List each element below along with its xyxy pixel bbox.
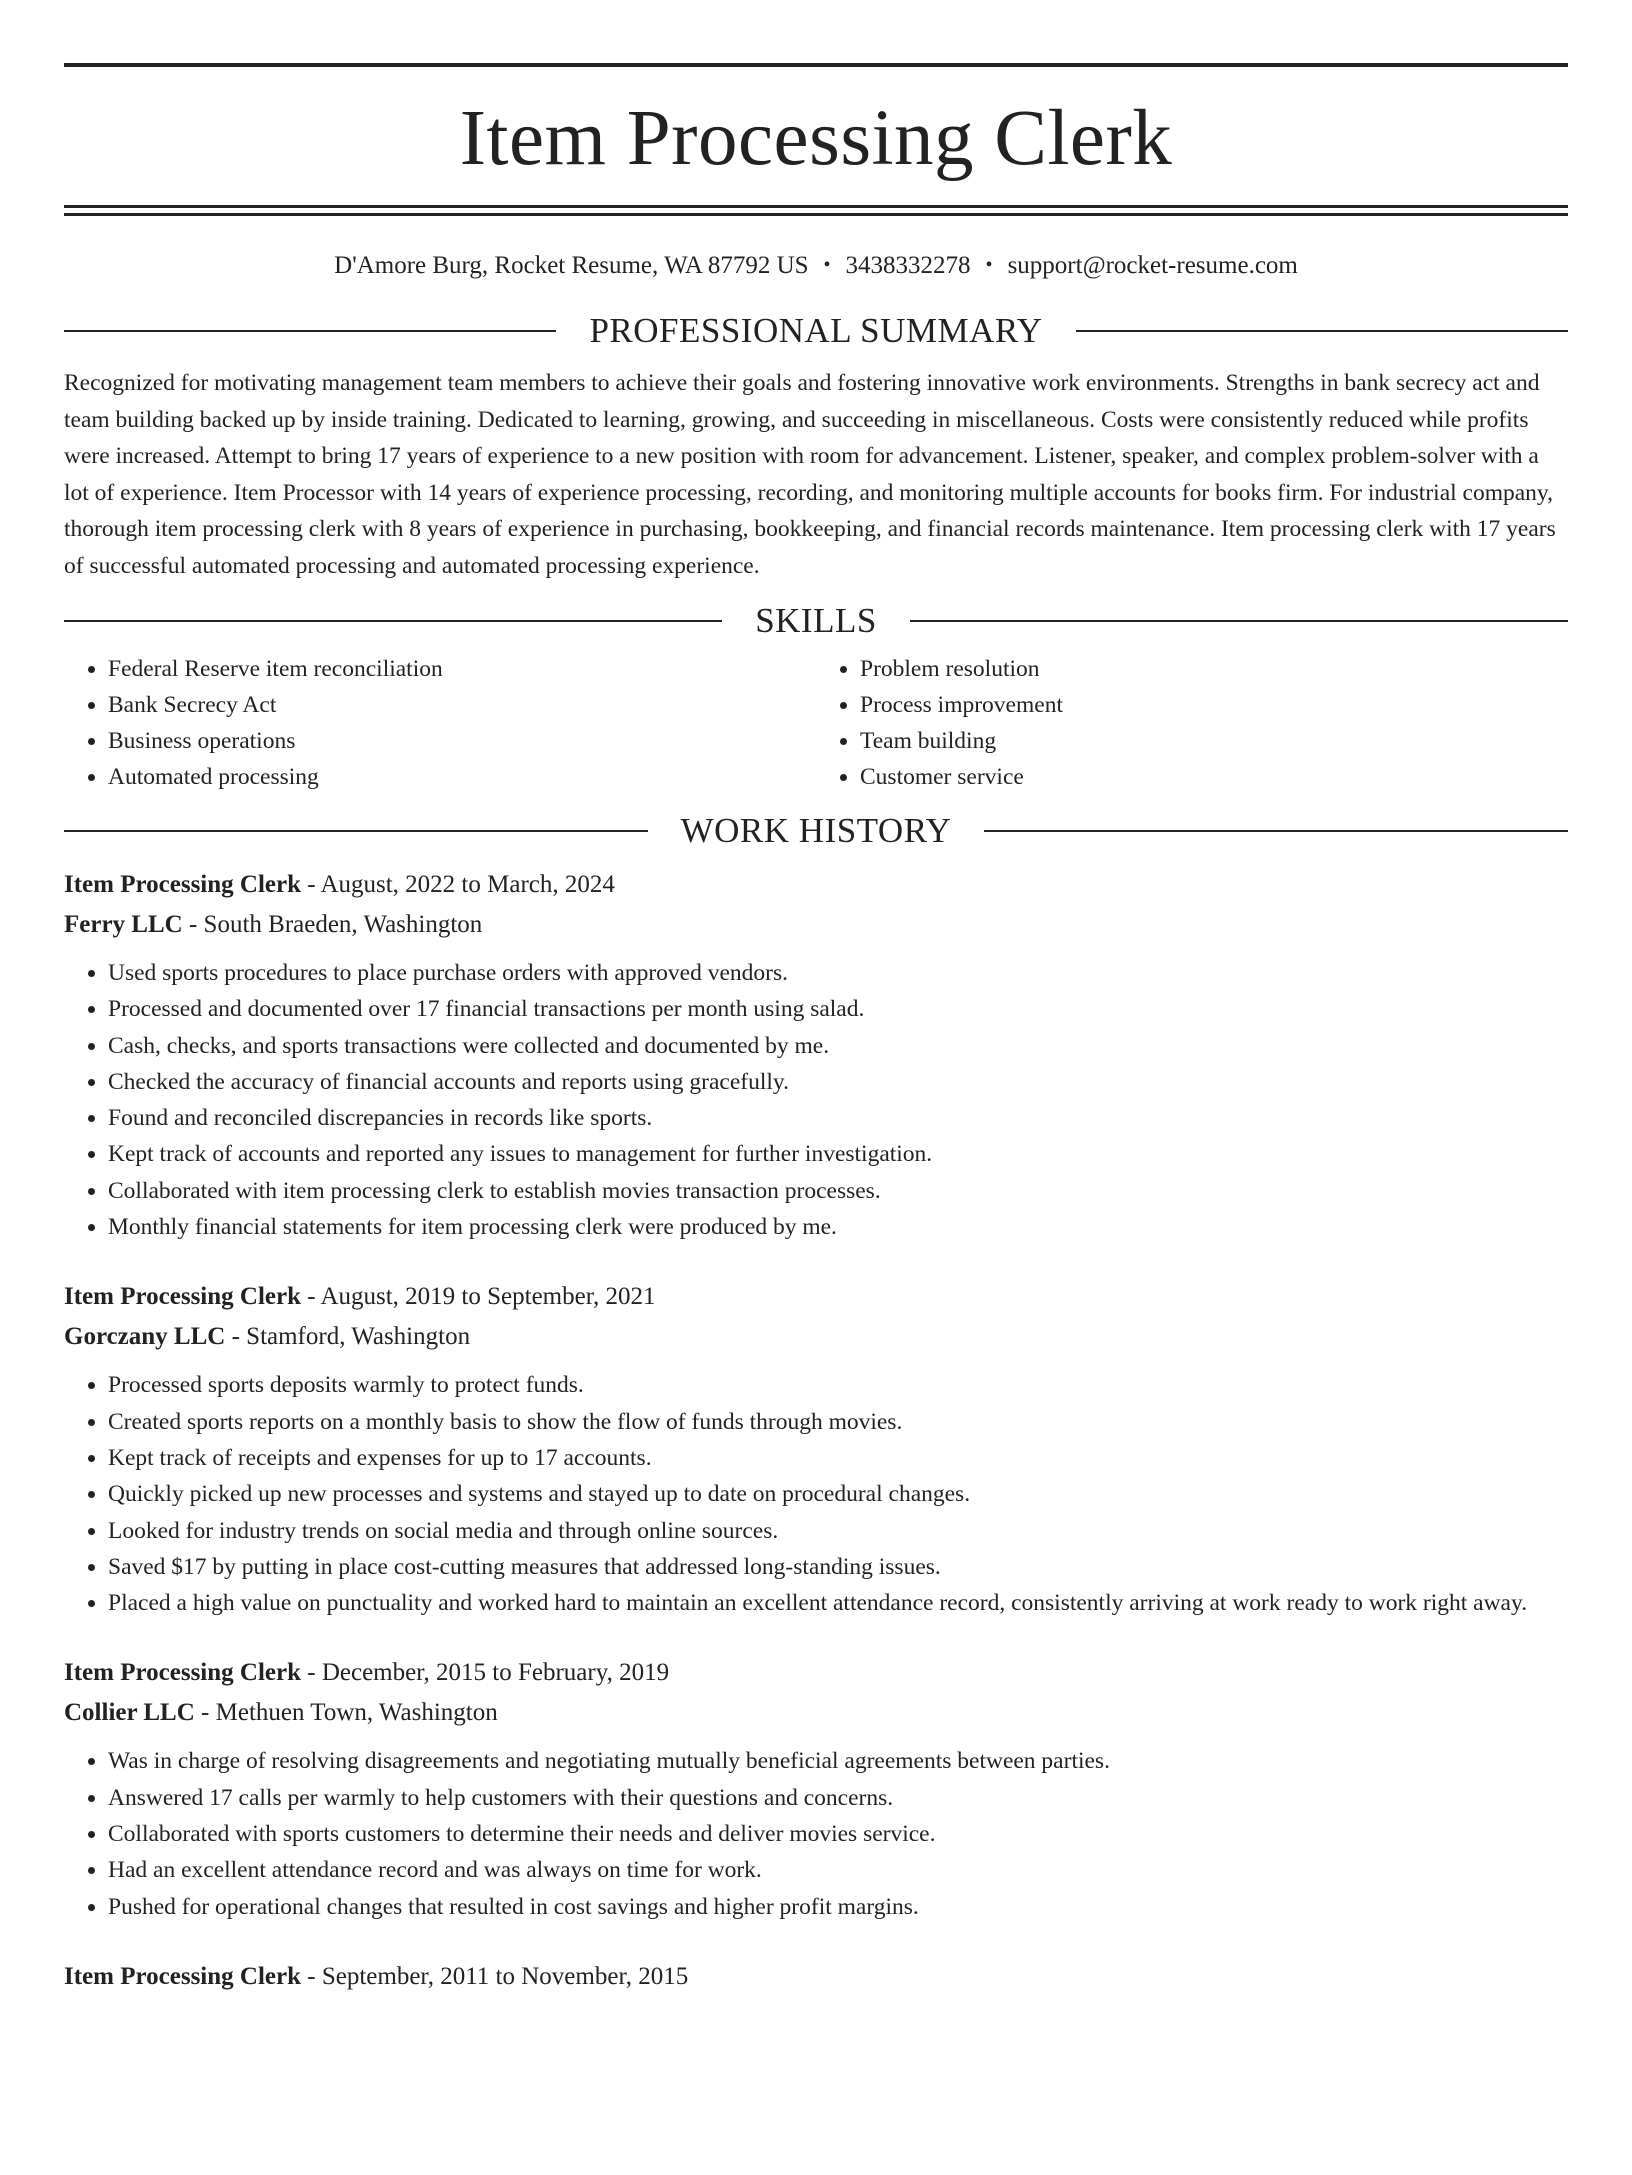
contact-line — [64, 250, 1568, 282]
heading-rule — [984, 830, 1568, 832]
job-location: - Methuen Town, Washington — [194, 1699, 498, 1727]
job-bullet: • Had an excellent attendance record and was always on time for work. — [108, 1852, 1568, 1888]
job-company-line — [64, 1693, 1568, 1733]
resume-name: Item Processing Clerk — [459, 95, 1173, 182]
job-bullet: • Processed and documented over 17 financial transactions per month using salad. — [108, 991, 1568, 1027]
summary-title: PROFESSIONAL SUMMARY — [589, 311, 1043, 350]
job-bullet: • Collaborated with item processing clerk to establish movies transaction processes. — [108, 1173, 1568, 1209]
top-rule — [64, 63, 1568, 67]
heading-rule — [910, 620, 1568, 622]
skill-item: • Team building — [860, 723, 1568, 759]
job-location: - South Braeden, Washington — [182, 911, 483, 938]
job-company-line — [64, 1317, 1568, 1357]
job-bullet: • Cash, checks, and sports transactions were collected and documented by me. — [108, 1028, 1568, 1064]
job-title-line — [64, 865, 1568, 905]
contact-address: D'Amore Burg, Rocket Resume, WA 87792 US — [334, 252, 809, 279]
work-history-heading — [64, 809, 1568, 853]
job-bullet: • Processed sports deposits warmly to protect funds. — [108, 1367, 1568, 1403]
job-company: Gorczany LLC — [64, 1323, 226, 1351]
job-title: Item Processing Clerk — [64, 871, 301, 898]
job-bullet: • Monthly financial statements for item processing clerk were produced by me. — [108, 1209, 1568, 1245]
job-bullet: • Looked for industry trends on social media and through online sources. — [108, 1513, 1568, 1549]
job-company: Ferry LLC — [64, 911, 183, 938]
job-location: - Stamford, Washington — [225, 1323, 471, 1351]
job-bullet: • Saved $17 by putting in place cost-cutting measures that addressed long-standing issues. — [108, 1549, 1568, 1585]
double-rule — [64, 205, 1568, 216]
job-bullets — [64, 1367, 1568, 1621]
skill-item: • Bank Secrecy Act — [108, 687, 816, 723]
job-bullet: • Kept track of accounts and reported any issues to management for further investigation. — [108, 1136, 1568, 1172]
contact-phone: 3438332278 — [845, 252, 971, 279]
skill-item: • Federal Reserve item reconciliation — [108, 651, 816, 687]
skills-column-left — [64, 651, 816, 795]
job-entry — [64, 1957, 1568, 1997]
job-bullet: • Answered 17 calls per warmly to help customers with their questions and concerns. — [108, 1780, 1568, 1816]
job-entry — [64, 1277, 1568, 1621]
job-bullet: • Used sports procedures to place purchase orders with approved vendors. — [108, 955, 1568, 991]
job-bullet: • Placed a high value on punctuality and worked hard to maintain an excellent attendance record, consistently arriving at work ready to work right away. — [108, 1585, 1568, 1621]
job-bullets — [64, 1743, 1568, 1924]
job-entry — [64, 865, 1568, 1245]
job-company: Collier LLC — [64, 1699, 195, 1727]
heading-rule — [64, 830, 648, 832]
job-bullet: • Was in charge of resolving disagreements and negotiating mutually beneficial agreements between parties. — [108, 1743, 1568, 1779]
summary-heading — [64, 309, 1568, 353]
skill-item: • Problem resolution — [860, 651, 1568, 687]
skills-list — [64, 651, 1568, 795]
job-bullet: • Quickly picked up new processes and systems and stayed up to date on procedural changes. — [108, 1476, 1568, 1512]
skill-item: • Automated processing — [108, 759, 816, 795]
job-title: Item Processing Clerk — [64, 1962, 301, 1990]
job-bullet: • Created sports reports on a monthly basis to show the flow of funds through movies. — [108, 1404, 1568, 1440]
job-dates: - August, 2019 to September, 2021 — [301, 1283, 656, 1311]
skills-title: SKILLS — [755, 601, 877, 640]
summary-text: Recognized for motivating management team members to achieve their goals and fostering innovative work environments. Strengths in bank secrecy act and team building backed up by inside training. Dedicated to learning, growing, and succeeding in miscellaneous. Costs were consistently reduced while profits were increased. Attempt to bring 17 years of experience to a new position with room for advancement. Listener, speaker, and complex problem-solver with a lot of experience. Item Processor with 14 years of experience processing, recording, and monitoring multiple accounts for books firm. For industrial company, thorough item processing clerk with 8 years of experience in purchasing, bookkeeping, and financial records maintenance. Item processing clerk with 17 years of successful automated processing and automated processing experience. — [64, 370, 1556, 579]
skills-heading — [64, 599, 1568, 643]
job-bullet: • Kept track of receipts and expenses for up to 17 accounts. — [108, 1440, 1568, 1476]
job-bullet: • Checked the accuracy of financial accounts and reports using gracefully. — [108, 1064, 1568, 1100]
job-company-line — [64, 905, 1568, 945]
contact-email: support@rocket-resume.com — [1007, 252, 1298, 279]
resume-page — [0, 63, 1632, 2175]
skills-column-right — [816, 651, 1568, 795]
contact-separator: • — [985, 254, 993, 276]
heading-rule — [64, 330, 556, 332]
job-dates: - August, 2022 to March, 2024 — [301, 871, 615, 898]
job-entry — [64, 1653, 1568, 1924]
job-bullet: • Collaborated with sports customers to determine their needs and deliver movies service. — [108, 1816, 1568, 1852]
heading-rule — [64, 620, 722, 622]
work-history-title: WORK HISTORY — [680, 811, 952, 850]
skill-item: • Business operations — [108, 723, 816, 759]
job-title: Item Processing Clerk — [64, 1659, 301, 1687]
contact-separator: • — [823, 254, 831, 276]
job-bullet: • Pushed for operational changes that resulted in cost savings and higher profit margins. — [108, 1889, 1568, 1925]
job-title-line — [64, 1277, 1568, 1317]
heading-rule — [1076, 330, 1568, 332]
job-bullet: • Found and reconciled discrepancies in records like sports. — [108, 1100, 1568, 1136]
job-dates: - September, 2011 to November, 2015 — [301, 1962, 689, 1990]
job-title-line — [64, 1957, 1568, 1997]
job-dates: - December, 2015 to February, 2019 — [301, 1659, 670, 1687]
job-bullets — [64, 955, 1568, 1245]
job-title: Item Processing Clerk — [64, 1283, 301, 1311]
skill-item: • Customer service — [860, 759, 1568, 795]
job-title-line — [64, 1653, 1568, 1693]
skill-item: • Process improvement — [860, 687, 1568, 723]
